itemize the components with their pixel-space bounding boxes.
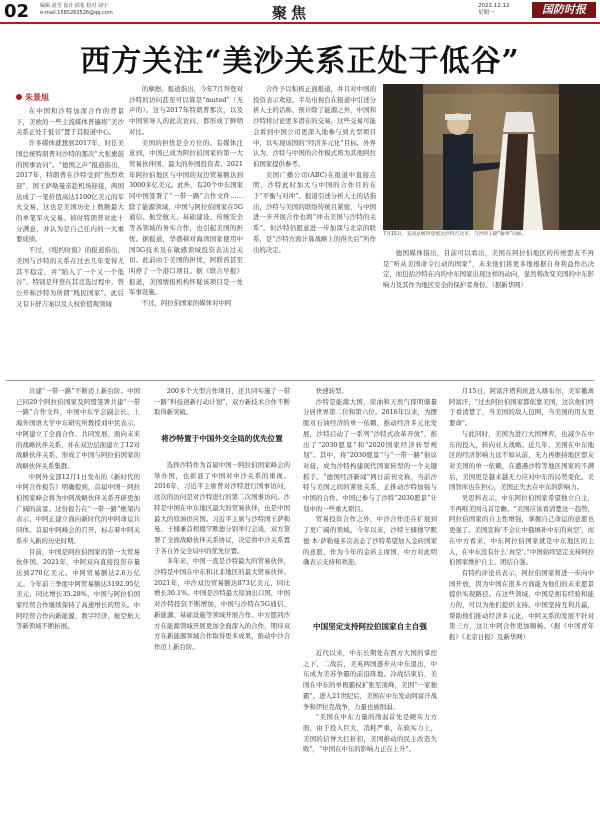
photo-illustration [383, 84, 600, 230]
page-number: 02 [4, 1, 30, 22]
byline [16, 92, 49, 103]
paragraph: 合作予以积极正面报道，并且对中国的投资表示欢迎。半岛电视台在报道中引述分析人士的话称，预计除了能源之外，中国和沙特将讨论更多潜在的交易，这些交易可能会看到中国公司更深入地参与到大型项目中，以实现该国的“经济多元化”目标。外界认为，沙特与中国的合作模式将为其他阿拉伯国家提供参考。 [253, 85, 376, 168]
paragraph: 美国的担忧是全方位的。有媒体注意到，中国已成为阿拉伯国家的第一大贸易伙伴国、最大的外国投资者。2021年阿拉伯地区与中国的双边贸易额达到3000多亿美元。此外，有20个中东国家同中国签署了“一带一路”合作文件……除了能源领域，中国与阿拉伯国家在5G通信、航空航天、基础建设、传统安全等各领域的务实合作，也引起美国的担忧。据报道，华盛顿对海湾国家使用中国5G技术及在敏感领域投资表达过关切。此前由于美国的担忧，阿联酋甚至叫停了一个港口项目。据《联合早报》报道，美国情报机构怀疑该项目是一处军事设施。 [129, 138, 243, 297]
lower-column-2-body [154, 460, 290, 826]
lower-column-2-top [154, 386, 290, 426]
paragraph: 与此同时，美国为进行大国博弈，也减少在中东的投入，转向亚太战略。近几年，美国在中东地区的经济影响力远不如从前，无力再维持地区盟友对美国的单一依赖，在遭遇沙特等地区国家的不满后，美国更是越来越无力应对中东的局势变化。美国智库也在担心，美国正失去在中东的影响力。 [449, 429, 594, 492]
editor-email: e-mail:1585263526@qq.com [40, 10, 113, 16]
byline-author: 朱景旭 [25, 93, 49, 102]
paragraph: 不过，阿拉伯国家的媒体对中阿 [141, 299, 232, 308]
paragraph: 月15日，阿富汗塔利班进入喀布尔，美军撤离阿富汗，“过去阿拉伯国家都依靠美国，这次他们终于看清楚了，当美国的敌人包围，当美国的用友更要命”。 [449, 387, 594, 428]
paragraph: 许多媒体就想到2017年，时任美国总统特朗普对沙特的那次“大张旗鼓的国事访问”。“德国之声”报道指出，2017年，特朗普在沙特受到“热烈欢迎”，国王萨勒曼亲赴机场迎接，两国达成了一笔价值高达1100亿美元的军火交易，这也是美国历史上数额最大的单笔军火交易。彼时特朗普对此十分满意，并认为是自己任内的一大重要成绩。 [16, 139, 124, 244]
paragraph: 目前，中国是阿拉伯国家的第一大贸易伙伴国。2021年，中阿双向直接投资存量达到270亿美元。中阿贸易额达2.6万亿元。今年前三季度中阿贸易额达3192.95亿美元，同比增长35.28%，中国与阿拉伯国家经贸合作继续保持了高速增长的势头。中阿经贸合作向新能源、数字经济、航空航天等新领域不断拓展。 [16, 547, 140, 631]
issue-weekday: 星期一 [478, 10, 495, 16]
lower-column-1 [16, 386, 140, 826]
lower-column-4 [449, 386, 594, 826]
section-divider [6, 380, 594, 381]
byline-bullet-icon [16, 94, 22, 100]
lower-column-3-top [303, 386, 437, 614]
paragraph: 中阿外交部12月1日发布的《新时代的中阿合作报告》明确提到，首届中国－阿拉伯国家峰会将为中阿战略伙伴关系开辟更加广阔的前景。这份报告在“一带一路”框架内表示，中阿正建立面向新时代的中阿命运共同体。首届中阿峰会的召开，标志着中阿关系步入新的历史时期。 [16, 472, 140, 545]
paragraph: 吴思科表示，中东阿拉伯国家希望独立自主，不再唯美国马首是瞻。“美国应该看清楚这一趋势，阿拉伯国家的自主性增强，拿握自己命运的意愿也更强了。美国宣称‘不会让中俄填补中东的真空’，而在中方看来，中东阿拉伯国家就是中东地区的主人，在中东没有什么‘真空’。”中国始终坚定支持阿拉伯国家维护自主、团结自强。 [449, 494, 594, 567]
issue-date: 2022.12.12 [478, 3, 510, 9]
lower-column-2-subhead: 将沙特置于中国外交全局的优先位置 [161, 434, 283, 443]
newspaper-logo: 国防时报 [532, 2, 596, 18]
paragraph: 沙特是能源大国，原油和天然气探明储量分居世界第二位和第六位。2016年以来，为摆脱对石油经济的单一依赖，推动经济多元化发展，沙特启动了一系列“沙特式改革开放”，推出了“2030愿景”和“2020国家经济转型规划”。其中，将“2030愿景”与“一带一路”倡议对接，成为沙特构建现代国家转型的一个关键抓手。“德国经济新闻”网日前刊文称，当前沙特与美国之间的紧张关系，正推动沙特加强与中国的合作。中国已参与了沙特“2030愿景”计划中的一些重大项目。 [303, 397, 437, 513]
paragraph: 共建“一带一路”不断迈上新台阶。中国已同20个阿拉伯国家及阿盟签署共建“一带一路”合作文件，中国中东学会副会长、上海外国语大学中东研究所教授刘中民表示，中阿建立了全面合作、共同发展、面向未来的战略伙伴关系，并在双边层面建立了12对战略伙伴关系，形成了中国与阿拉伯国家的战略伙伴关系集群。 [16, 387, 140, 470]
photo-caption: 7月15日，美国总统拜登抵达沙特吉达市，与沙特王储“碰拳”问候。 [383, 232, 527, 237]
lower-column-3-body [303, 648, 437, 826]
editor-names: 编辑 夏雪 设计 邱希 校对 刘宇 [40, 3, 108, 9]
paragraph: 不过，《纽约时报》的报道指出，美国与沙特的关系在过去几年变得尤其不稳定，并“陷入了一个又一个低谷”。特别是拜登在其竞选过程中，曾公开称沙特为所谓“贱民国家”。此后又有卡舒吉案以及人权价值观领域 [16, 246, 124, 308]
article-column-1 [16, 106, 124, 376]
lower-column-3-subhead: 中国坚定支持阿拉伯国家自主自强 [313, 622, 427, 631]
paragraph: 的摩擦。报道指出，今年7月拜登对沙特的访问甚至可以算是“muted”（无声的）。这与2017年特朗普那次，以及中国领导人的此次访问，都形成了鲜明对比。 [129, 85, 243, 136]
page-header [0, 0, 600, 24]
paragraph: 快速转型。 [315, 387, 348, 395]
headline: 西方关注“美沙关系正处于低谷” [80, 44, 520, 79]
paragraph: 德国媒体指出，目前可以看出，美国在阿拉伯地区的传统盟友不再是“听从美国命令行动的国家”，未来他们将更多地根据自身利益作出决定，而包括沙特在内的中东国家出现这样的动向，显然将改变美国的中东影响力及其作为地区安全的保护者身份。（据新华网） [383, 249, 594, 290]
paragraph: 贸易投资合作之外，中沙合作还在扩展到了更广阔的领域。今年以来，沙特王储穆罕默德·本·萨勒曼多次表态了沙特希望加入金砖国家的意愿，作为今年的金砖主席国，中方对此明确表示支持和欢迎。 [303, 515, 437, 567]
editor-credits [40, 3, 113, 17]
dateline [478, 3, 510, 17]
header-rule [0, 22, 600, 24]
article-column-4 [383, 248, 594, 376]
paragraph: “美国在中东力量的削弱首先是硬实力方面，由于投入巨大，消耗严重，在软实力上，美国的信誉大打折扣，美国推动的民主改造失败”，“中国在中东的影响力正在上升”。 [303, 713, 437, 754]
paragraph: 多年来，中国一直是沙特最大的贸易伙伴，沙特是中国在中东和北非地区的最大贸易伙伴。2021年，中沙双边贸易额达873亿美元，同比增长30.1%。中国是沙特最大原油出口国，中国对沙特投资不断增加，中国与沙特在5G通信、新能源、基础设施等领域开展合作。中方愿同沙方在能源领域开展更加全面深入的合作，期待双方在新能源领域合作取得更多成果，推动中沙合作迈上新台阶。 [154, 557, 290, 651]
article-column-3 [253, 84, 376, 376]
paragraph: 选择沙特作为首届中国－阿拉伯国家峰会的举办国，也彰显了中国对中沙关系的重视。2016年，习近平主席曾对沙特进行国事访问，这次的访问是对沙特进行的第二次国事访问。沙特是中国在中东地区最大的贸易伙伴，也是中国最大的原油供应国。习近平主席与沙特国王萨勒曼、王储兼首相穆罕默德分别举行会谈，双方签署了全面战略伙伴关系协议，决定将中沙关系置于各自外交全局中的优先位置。 [154, 461, 290, 555]
paragraph: 美国广播公司(ABC)在报道中直接点明，沙特此时加大与中国的合作目的在于“平衡与对冲”。报道引述分析人士的话指出，沙特与美国的联络传统且紧密，与中国进一步开展合作也将“冲击美国与沙特的关系”。但沙特仍愿意进一步加深与北京的联系，是“沙特方面计算战略上的得失后”所作出的决定。 [253, 170, 376, 254]
article-column-2 [129, 84, 243, 376]
paragraph: 200多个大型合作项目，还共同实施了一带一路“科技创新行动计划”，双方新技术合作不断取得新突破。 [154, 387, 290, 417]
paragraph: 近代以来，中东长期处在西方大国的掌控之下，二战后，美英两国逐步从中东退出，中东成为美苏争霸的前沿阵地。冷战结束后，美国在中东的单极霸权扩张至顶峰，美国“一家独霸”。进入21世纪后，美国在中东发动阿富汗战争和伊拉克战争，力量也被削弱。 [303, 649, 437, 711]
paragraph: 有特约评论员表示，阿拉伯国家将进一步向中国开放，因为中国在很多方面能为他们的未来愿景提供实现路径。在这些领域，中国是拥有经验和能力的，可以为他们提供支持。中国坚持互利共赢，帮助他们推动经济多元化，中阿关系的发展不针对第三方，这让中阿合作更加顺畅。（据《中国青年报》《北京日报》及新华网） [449, 568, 594, 642]
news-photo [383, 84, 600, 230]
section-title: 聚焦 [272, 4, 311, 22]
paragraph: 在中国和沙特加深合作的背景下，美欧的一些主流媒体普遍将“美沙关系正处于低谷”置于其报道中心。 [16, 107, 124, 137]
